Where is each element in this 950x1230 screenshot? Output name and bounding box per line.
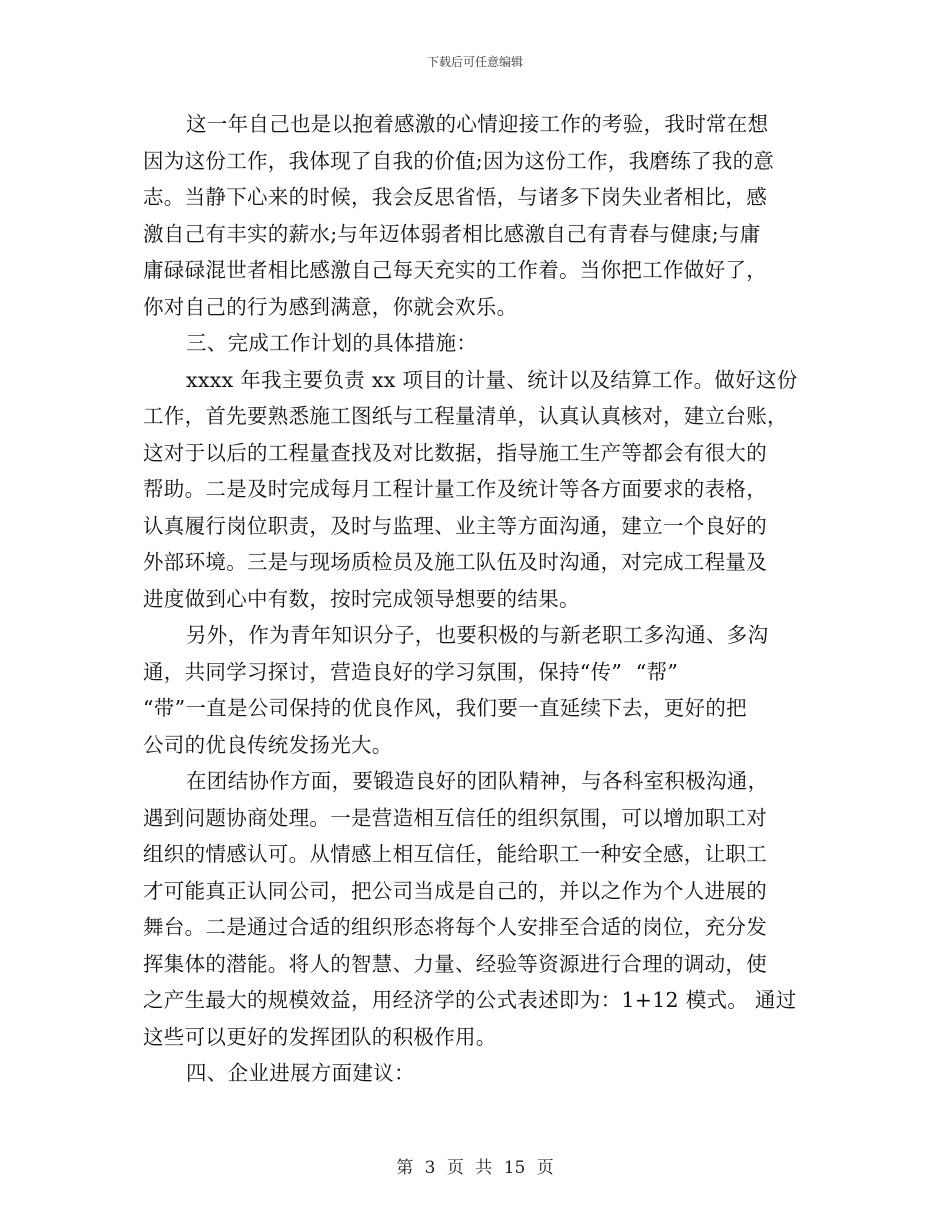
- text-line: 另外，作为青年知识分子，也要积极的与新老职工多沟通、多沟: [186, 623, 769, 647]
- section-heading-3: [143, 325, 807, 362]
- text-line: xxxx 年我主要负责 xx 项目的计量、统计以及结算工作。做好这份: [186, 367, 798, 392]
- page-footer: 第 3 页 共 15 页: [396, 1158, 554, 1178]
- text-line: 挥集体的潜能。将人的智慧、力量、经验等资源进行合理的调动，使: [143, 951, 767, 976]
- text-line: 这对于以后的工程量查找及对比数据，指导施工生产等都会有很大的: [143, 440, 767, 465]
- document-body: [143, 106, 807, 1092]
- text-line: 这些可以更好的发挥团队的积极作用。: [143, 1024, 497, 1049]
- text-line: 外部环境。三是与现场质检员及施工队伍及时沟通，对完成工程量及: [143, 550, 767, 574]
- paragraph-teamwork: [143, 763, 807, 1055]
- text-line: 舞台。二是通过合适的组织形态将每个人安排至合适的岗位，充分发: [143, 915, 767, 939]
- paragraph-gratitude: [143, 106, 807, 325]
- text-line: 因为这份工作，我体现了自我的价值;因为这份工作，我磨练了我的意: [143, 148, 775, 173]
- text-line: 激自己有丰实的薪水;与年迈体弱者相比感激自己有青春与健康;与庸: [143, 221, 761, 246]
- text-line: 之产生最大的规模效益，用经济学的公式表述即为：1+12 模式。 通过: [143, 988, 797, 1012]
- page-header: 下载后可任意编辑: [426, 55, 523, 69]
- text-line: 帮助。二是及时完成每月工程计量工作及统计等各方面要求的表格，: [143, 477, 767, 501]
- text-line: 志。当静下心来的时候，我会反思省悟，与诸多下岗失业者相比，感: [143, 185, 767, 209]
- text-line: 才可能真正认同公司，把公司当成是自己的，并以之作为个人进展的: [143, 878, 767, 903]
- heading-text: 三、完成工作计划的具体措施：: [186, 331, 478, 355]
- text-line: 庸碌碌混世者相比感激自己每天充实的工作着。当你把工作做好了，: [143, 258, 767, 282]
- text-line: 在团结协作方面，要锻造良好的团队精神，与各科室积极沟通，: [186, 769, 769, 793]
- text-line: 认真履行岗位职责，及时与监理、业主等方面沟通，建立一个良好的: [143, 513, 767, 538]
- text-line: 组织的情感认可。从情感上相互信任，能给职工一种安全感，让职工: [143, 842, 767, 866]
- text-line: 这一年自己也是以抱着感激的心情迎接工作的考验，我时常在想: [186, 112, 769, 136]
- text-line: 遇到问题协商处理。一是营造相互信任的组织氛围，可以增加职工对: [143, 805, 767, 830]
- heading-text: 四、企业进展方面建议：: [186, 1061, 415, 1085]
- text-line: 你对自己的行为感到满意，你就会欢乐。: [143, 294, 518, 319]
- text-line: 工作，首先要熟悉施工图纸与工程量清单，认真认真核对，建立台账，: [143, 404, 788, 428]
- text-line: 公司的优良传统发扬光大。: [143, 732, 393, 757]
- paragraph-measures: [143, 362, 807, 618]
- text-line: 进度做到心中有数，按时完成领导想要的结果。: [143, 586, 580, 611]
- text-line: 通，共同学习探讨，营造良好的学习氛围，保持“传” “帮”: [143, 659, 679, 684]
- paragraph-communication: [143, 617, 807, 763]
- section-heading-4: [143, 1055, 807, 1092]
- text-line: “带”一直是公司保持的优良作风，我们要一直延续下去，更好的把: [143, 696, 747, 720]
